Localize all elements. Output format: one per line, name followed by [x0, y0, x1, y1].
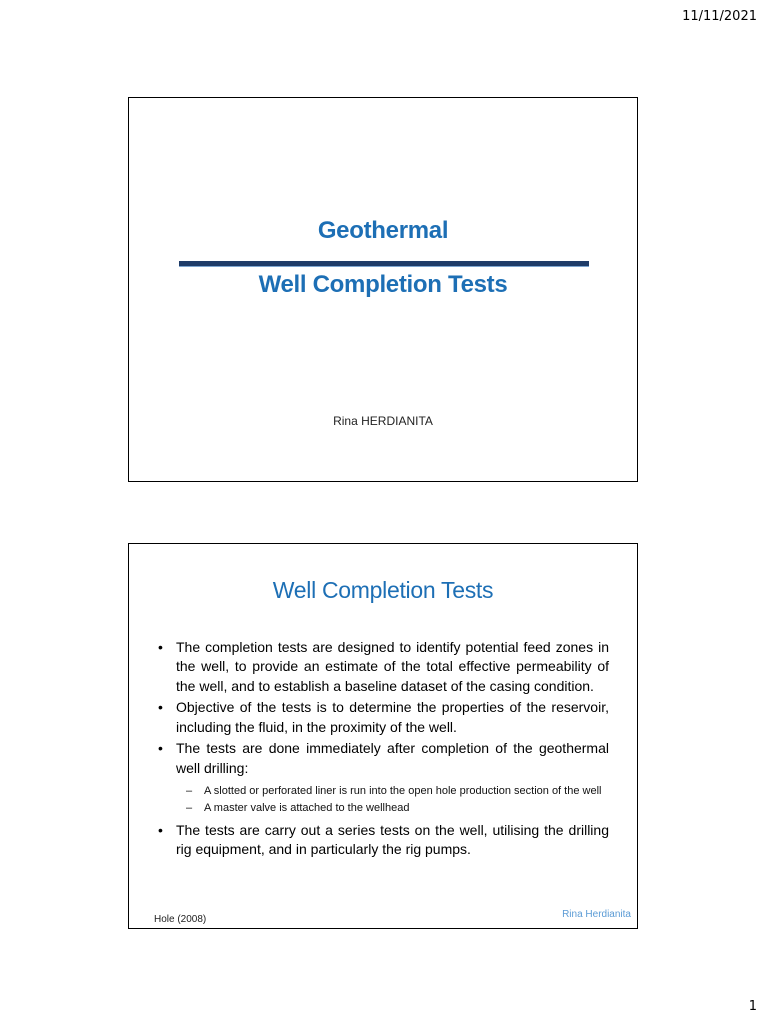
dash-marker: – — [186, 785, 193, 798]
slide-title: Well Completion Tests — [272, 577, 494, 603]
slide-title-line-2: Well Completion Tests — [258, 271, 508, 298]
bullet-item: • The tests are carry out a series tests on the well, utilising the drilling rig equipment, and in particularly the rig pumps. — [155, 821, 609, 860]
bullet-item — [155, 739, 609, 815]
sub-bullet-list — [184, 784, 609, 815]
bullet-list — [155, 638, 609, 862]
dash-marker: – — [186, 801, 193, 814]
bullet-item: • The completion tests are designed to identify potential feed zones in the well, to provide an estimate of the total effective permeability of the well, and to establish a baseline dataset of the casing condition. — [155, 638, 609, 696]
sub-bullet-item — [184, 801, 609, 816]
page-date: 11/11/2021 — [682, 9, 757, 24]
reference-citation: Hole (2008) — [154, 914, 207, 925]
page-number: 1 — [748, 999, 757, 1014]
content-slide — [128, 543, 638, 929]
slide-title-line-1: Geothermal — [317, 217, 449, 244]
title-divider — [179, 261, 589, 267]
sub-bullet-item — [184, 784, 609, 799]
sub-bullet-text: A slotted or perforated liner is run into the open hole production section of the well — [204, 785, 602, 798]
bullet-item: • Objective of the tests is to determine the properties of the reservoir, including the fluid, in the proximity of the well. — [155, 698, 609, 737]
title-slide — [128, 97, 638, 482]
sub-bullet-text: A master valve is attached to the wellhead — [204, 801, 410, 814]
author-watermark: Rina Herdianita — [562, 909, 631, 920]
author-name: Rina HERDIANITA — [333, 414, 433, 428]
bullet-text: The tests are done immediately after completion of the geothermal well drilling: — [176, 740, 609, 776]
